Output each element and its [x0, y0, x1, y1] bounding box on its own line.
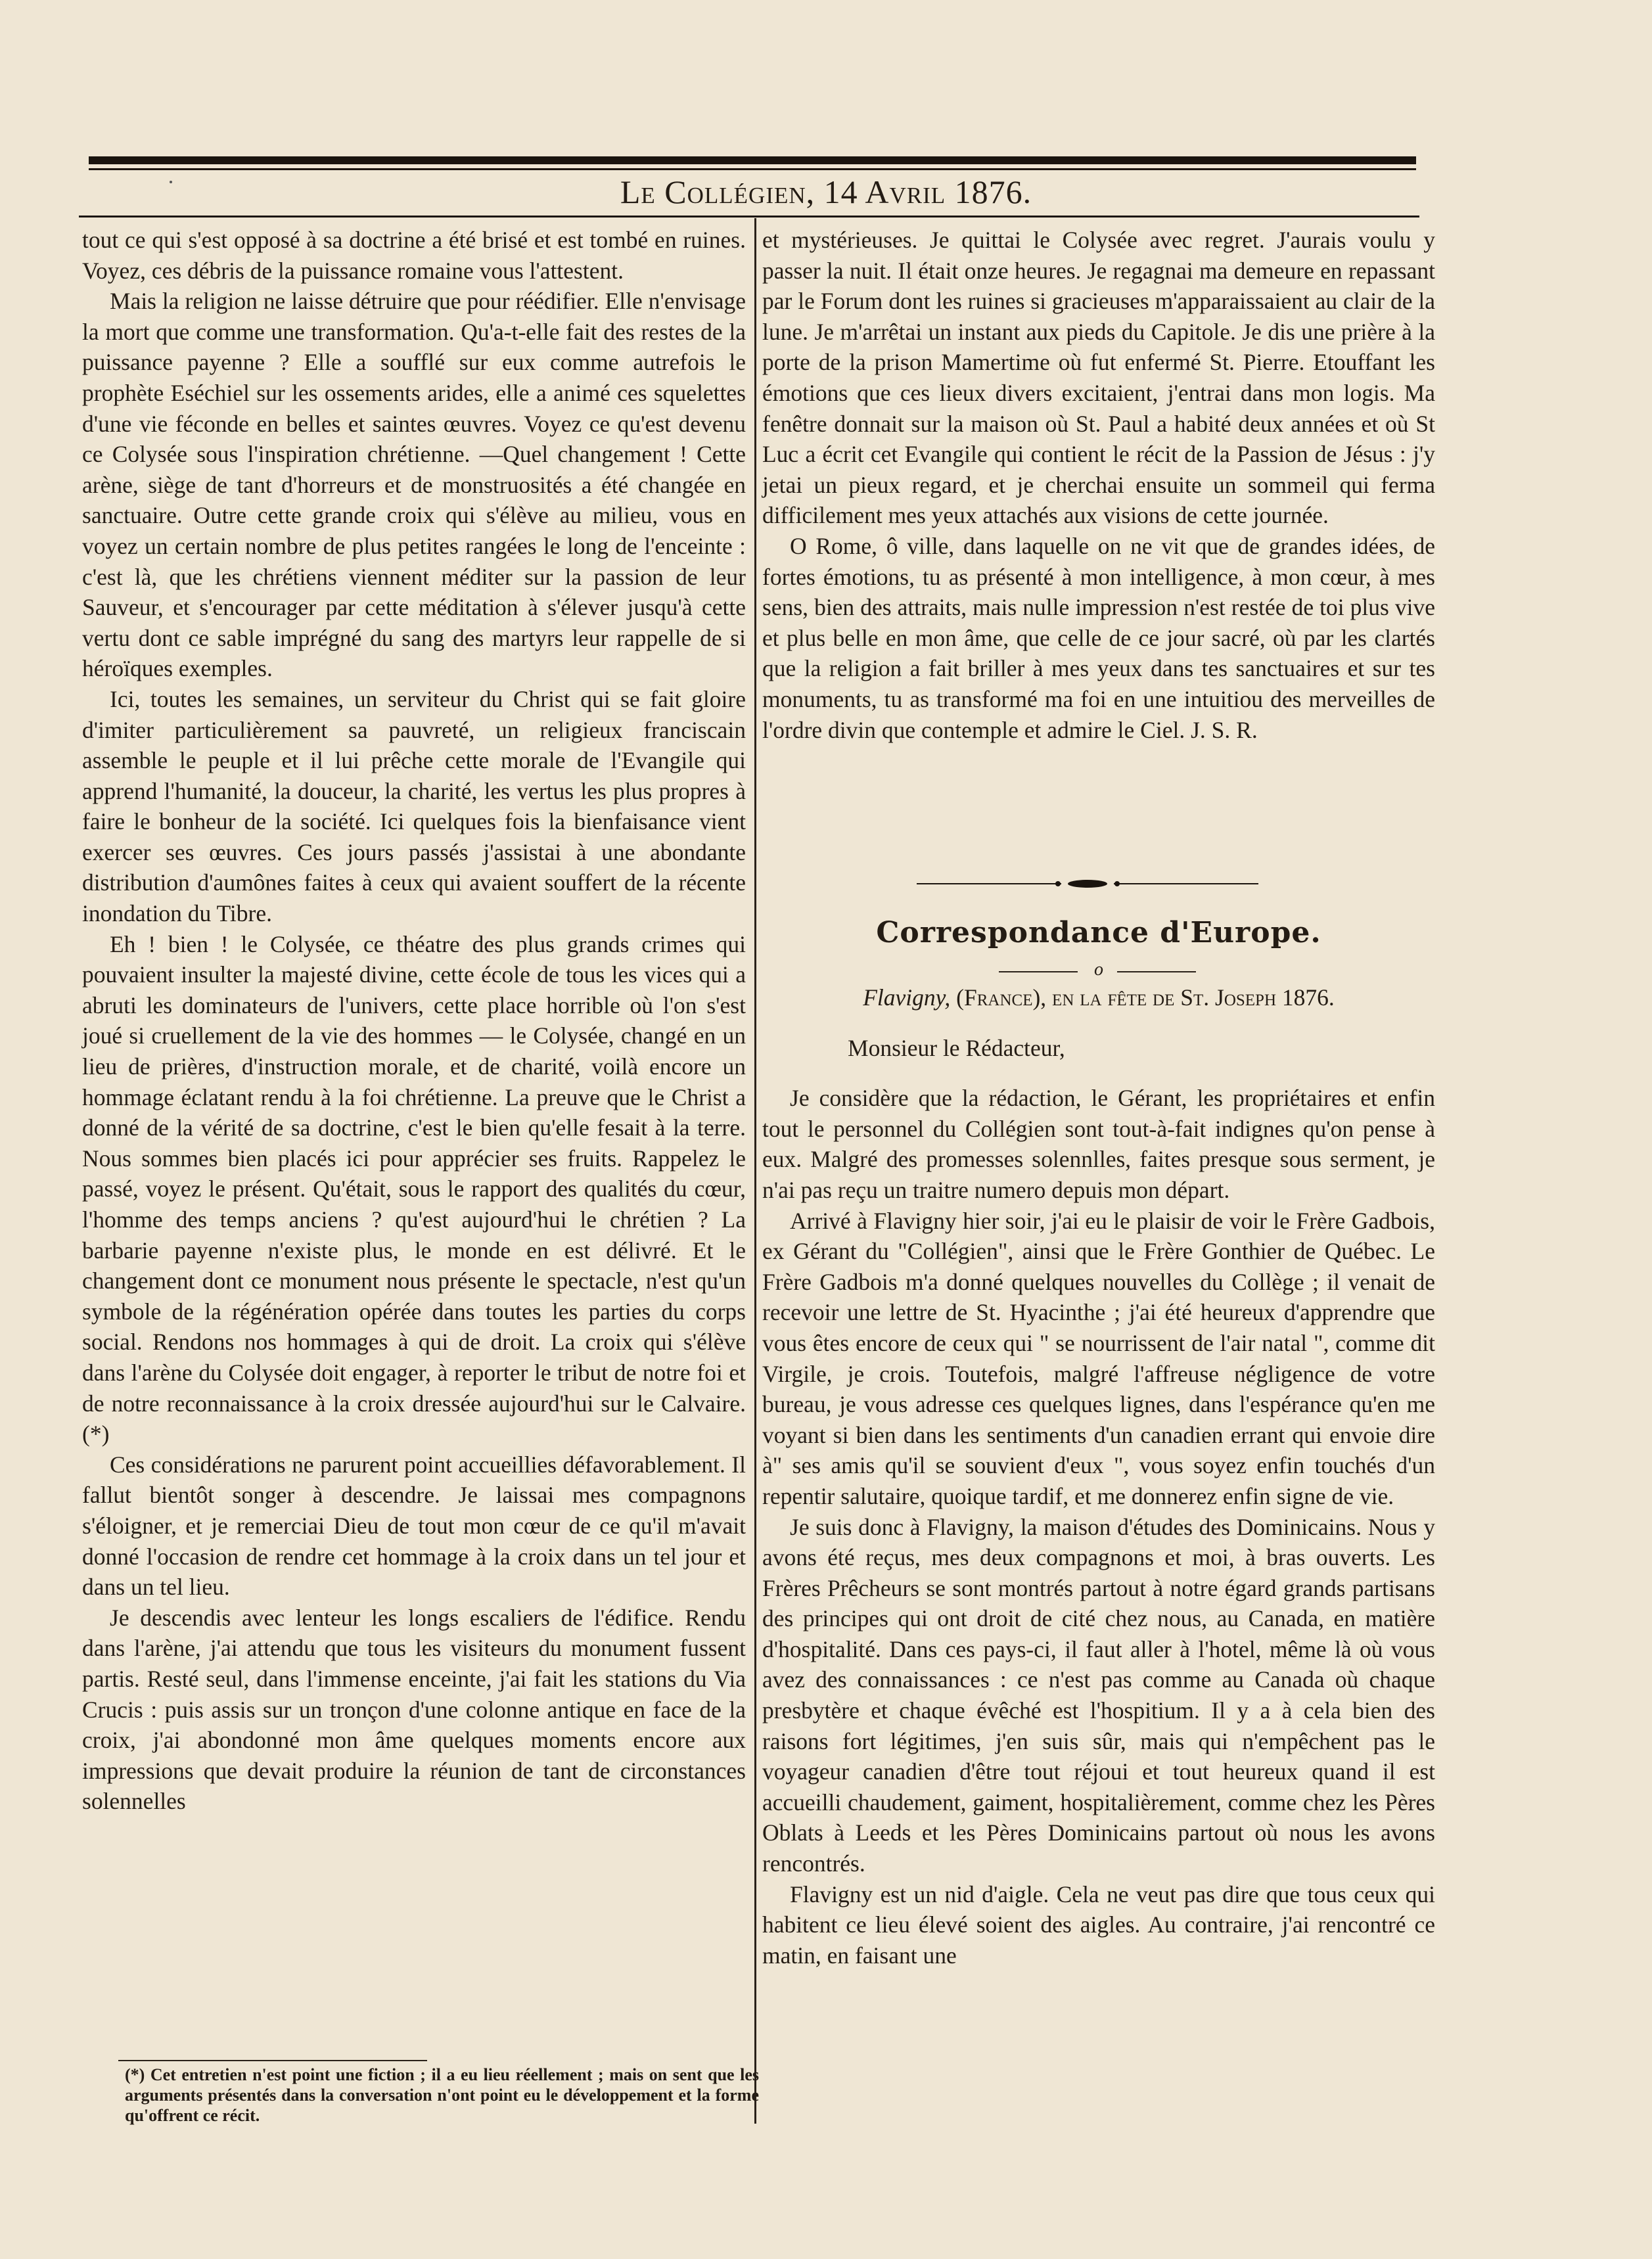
letter-dateline: [762, 982, 1435, 1013]
dateline-saint: St. Joseph: [1180, 984, 1277, 1011]
right-paragraph-1: et mystérieuses. Je quittai le Colysée avec regret. J'aurais voulu y passer la nuit. Il était onze heures. Je regagnai ma demeure en repassant par le Forum dont les ruines si gracieuses m'apparaissaient au clair de la lune. Je m'arrêtai un instant aux pieds du Capitole. Je dis une prière à la porte de la prison Mamertime où fut enfermé St. Pierre. Etouffant les émotions que ces lieux divers excitaient, j'entrai dans mon logis. Ma fenêtre donnait sur la maison où St. Paul a habité deux années et où St Luc a écrit cet Evangile qui contient le récit de la Passion de Jésus : j'y jetai un pieux regard, et je cherchai ensuite un sommeil qui ferma difficilement mes yeux attachés aux visions de cette journée.: [762, 227, 1435, 529]
left-paragraph-3: Ici, toutes les semaines, un serviteur du Christ qui se fait gloire d'imiter particulièrement sa pauvreté, un religieux franciscain assemble le peuple et il lui prêche cette morale de l'Evangile qui apprend l'humanité, la douceur, la charité, les vertus les plus propres à faire le bonheur de la société. Ici quelques fois la bienfaisance vient exercer ses œuvres. Ces jours passés j'assistai à une abondante distribution d'aumônes faites à ceux qui avaient souffert de la récente inondation du Tibre.: [82, 685, 746, 927]
dateline-year: 1876.: [1281, 984, 1335, 1011]
dateline-mid: en la fête de: [1052, 984, 1175, 1011]
letter-paragraph-2: Arrivé à Flavigny hier soir, j'ai eu le plaisir de voir le Frère Gadbois, ex Gérant du "Collégien", ainsi que le Frère Gonthier de Québec. Le Frère Gadbois m'a donné quelques nouvelles du Collège ; il venait de recevoir une lettre de St. Hyacinthe ; j'ai été heureux d'apprendre que vous êtes encore de ceux qui " se nourrissent de l'air natal ", comme dit Virgile, je crois. Toutefois, malgré l'affreuse négligence de votre bureau, je vous adresse ces quelques lignes, dans l'espérance qu'en me voyant si bien dans les sentiments d'un canadien errant qui envoie dire à" ses amis qu'il se souvient d'eux ", vous soyez enfin touchés d'un repentir salutaire, quoique tardif, et me donnerez enfin signe de vie.: [762, 1207, 1435, 1509]
masthead-title: Le Collégien, 14 Avril 1876.: [620, 173, 1032, 210]
letter-paragraph-3: Je suis donc à Flavigny, la maison d'études des Dominicains. Nous y avons été reçus, mes deux compagnons et moi, à bras ouverts. Les Frères Prêcheurs se sont montrés partout à notre égard grands partisans des principes qui ont droit de cité chez nous, au Canada, en matière d'hospitalité. Dans ces pays-ci, il faut aller à l'hotel, même là où vous avez des connaissances : ce n'est pas comme au Canada où chaque presbytère et chaque évêché est l'hospitium. Il y a à cela bien des raisons fort légitimes, j'en suis sûr, mais qui n'empêchent pas le voyageur canadien d'être tout réjoui et tout heureux quand il est accueilli chaudement, gaiment, hospitalièrement, comme chez les Pères Oblats à Leeds et les Pères Dominicains partout où nous les avons rencontrés.: [762, 1513, 1435, 1877]
footnote-rule: [118, 2060, 427, 2061]
dateline-country: (France),: [956, 984, 1047, 1011]
masthead-underline: [79, 216, 1419, 217]
right-paragraph-2: O Rome, ô ville, dans laquelle on ne vit que de grandes idées, de fortes émotions, tu as présenté à mon intelligence, à mon cœur, à mes sens, bien des attraits, mais nulle impression n'est restée de toi plus vive et plus belle en mon âme, que celle de ce jour sacré, où par les clartés que la religion a fait briller à mes yeux dans tes sanctuaires et sur tes monuments, tu as transformé ma foi en une intuitiou des merveilles de l'ordre divin que contemple et admire le Ciel. J. S. R.: [762, 532, 1435, 743]
right-column-top: [762, 225, 1435, 745]
left-paragraph-4: Eh ! bien ! le Colysée, ce théatre des plus grands crimes qui pouvaient insulter la majesté divine, cette école de tous les vices qui a abruti les dominateurs de l'univers, cette place horrible où l'on s'est joué si cruellement de la vie des hommes — le Colysée, changé en un lieu de prières, d'instruction morale, et de charité, voilà encore un hommage éclatant rendu à la foi chrétienne. La preuve que le Christ a donné de la vérité de sa doctrine, c'est le bien qu'elle fesait à la terre. Nous sommes bien placés ici pour apprécier ses fruits. Rappelez le passé, voyez le présent. Qu'était, sous le rapport des qualités du cœur, l'homme des temps anciens ? qu'est aujourd'hui le chrétien ? La barbarie payenne n'existe plus, le monde en est délivré. Et le changement dont ce monument nous présente le spectacle, n'est qu'un symbole de la régénération opérée dans toutes les parties du corps social. Rendons nos hommages à qui de droit. La croix qui s'élève dans l'arène du Colysée doit engager, à reporter le tribut de notre foi et de notre reconnaissance à la croix dressée aujourd'hui sur le Calvaire. (*): [82, 930, 746, 1448]
footnote: (*) Cet entretien n'est point une fiction ; il a eu lieu réellement ; mais on sent que les arguments présentés dans la conversation n'ont point eu le développement et la forme qu'offrent ce récit.: [125, 2065, 759, 2125]
masthead-thick-rule: [89, 156, 1416, 164]
letter-paragraph-4: Flavigny est un nid d'aigle. Cela ne veut pas dire que tous ceux qui habitent ce lieu élevé soient des aigles. Au contraire, j'ai rencontré ce matin, en faisant une: [762, 1881, 1435, 1969]
dateline-place: Flavigny,: [863, 984, 951, 1011]
section-subheading: o: [1094, 959, 1103, 980]
left-paragraph-6: Je descendis avec lenteur les longs escaliers de l'édifice. Rendu dans l'arène, j'ai attendu que tous les visiteurs du monument fussent partis. Resté seul, dans l'immense enceinte, j'ai fait les stations du Via Crucis : puis assis sur un tronçon d'une colonne antique en face de la croix, j'ai abondonné mon âme quelques moments encore aux impressions que devait produire la réunion de tant de circonstances solennelles: [82, 1604, 746, 1815]
section-ornament: [917, 876, 1258, 892]
left-paragraph-2: Mais la religion ne laisse détruire que pour réédifier. Elle n'envisage la mort que comme une transformation. Qu'a-t-elle fait des restes de la puissance payenne ? Elle a soufflé sur eux comme autrefois le prophète Eséchiel sur les ossements arides, elle a animé ces squelettes d'une vie féconde en belles et saintes œuvres. Voyez ce qu'est devenu ce Colysée sous l'inspiration chrétienne. —Quel changement ! Cette arène, siège de tant d'horreurs et de monstruosités a été changée en sanctuaire. Outre cette grande croix qui s'élève au milieu, vous en voyez un certain nombre de plus petites rangées le long de l'enceinte : c'est là, que les chrétiens viennent méditer sur la passion de leur Sauveur, et s'encourager par cette méditation à s'élever jusqu'à cette vertu dont ce sable imprégné du sang des martyrs leur rappelle de si héroïques exemples.: [82, 288, 746, 682]
section-heading: Correspondance d'Europe.: [876, 916, 1321, 949]
left-column: [82, 225, 746, 1817]
letter-paragraph-1: Je considère que la rédaction, le Gérant, les propriétaires et enfin tout le personnel du Collégien sont tout-à-fait indignes qu'on pense à eux. Malgré des promesses solennlles, faites presque sous serment, je n'ai pas reçu un traitre numero depuis mon départ.: [762, 1085, 1435, 1203]
left-paragraph-5: Ces considérations ne parurent point accueillies défavorablement. Il fallut bientôt songer à descendre. Je laissai mes compagnons s'éloigner, et je remerciai Dieu de tout mon cœur de ce qu'il m'avait donné l'occasion de rendre cet hommage à la croix dans un tel jour et dans un tel lieu.: [82, 1451, 746, 1601]
subheading-rule-right: [1117, 971, 1196, 972]
letter-column: [762, 982, 1435, 1971]
column-divider: [754, 218, 756, 2124]
left-paragraph-1: tout ce qui s'est opposé à sa doctrine a été brisé et est tombé en ruines. Voyez, ces débris de la puissance romaine vous l'attestent.: [82, 227, 746, 284]
letter-salutation: Monsieur le Rédacteur,: [848, 1034, 1065, 1061]
